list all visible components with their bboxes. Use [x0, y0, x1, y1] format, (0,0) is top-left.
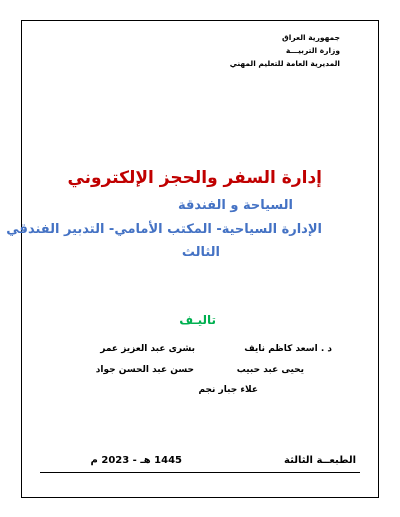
header-directorate: المديرية العامة للتعليم المهني [229, 59, 340, 68]
header-republic: جمهورية العراق [282, 33, 340, 42]
authorship-label: تاليـف [179, 313, 216, 327]
author-5: علاء جبار نجم [198, 385, 258, 395]
author-3: يحيى عبد حبيب [236, 365, 304, 375]
edition-label: الطبعــة الثالثة [284, 455, 356, 466]
header-ministry: وزارة التربيـــة [285, 46, 340, 55]
edition-year: 1445 هـ - 2023 م [90, 455, 182, 466]
subtitle-grade: الثالث [181, 245, 220, 260]
book-title: إدارة السفر والحجز الإلكتروني [67, 168, 322, 188]
subtitle-field: السياحة و الفندقة [177, 198, 293, 213]
author-4: حسن عبد الحسن جواد [95, 365, 194, 375]
subtitle-specialties: الإدارة السياحية- المكتب الأمامي- التدبير الفندقي [6, 222, 322, 237]
author-2: بشرى عبد العزيز عمر [100, 344, 195, 354]
author-1: د . اسعد كاظم نايف [244, 344, 332, 354]
footer-rule [40, 472, 360, 473]
